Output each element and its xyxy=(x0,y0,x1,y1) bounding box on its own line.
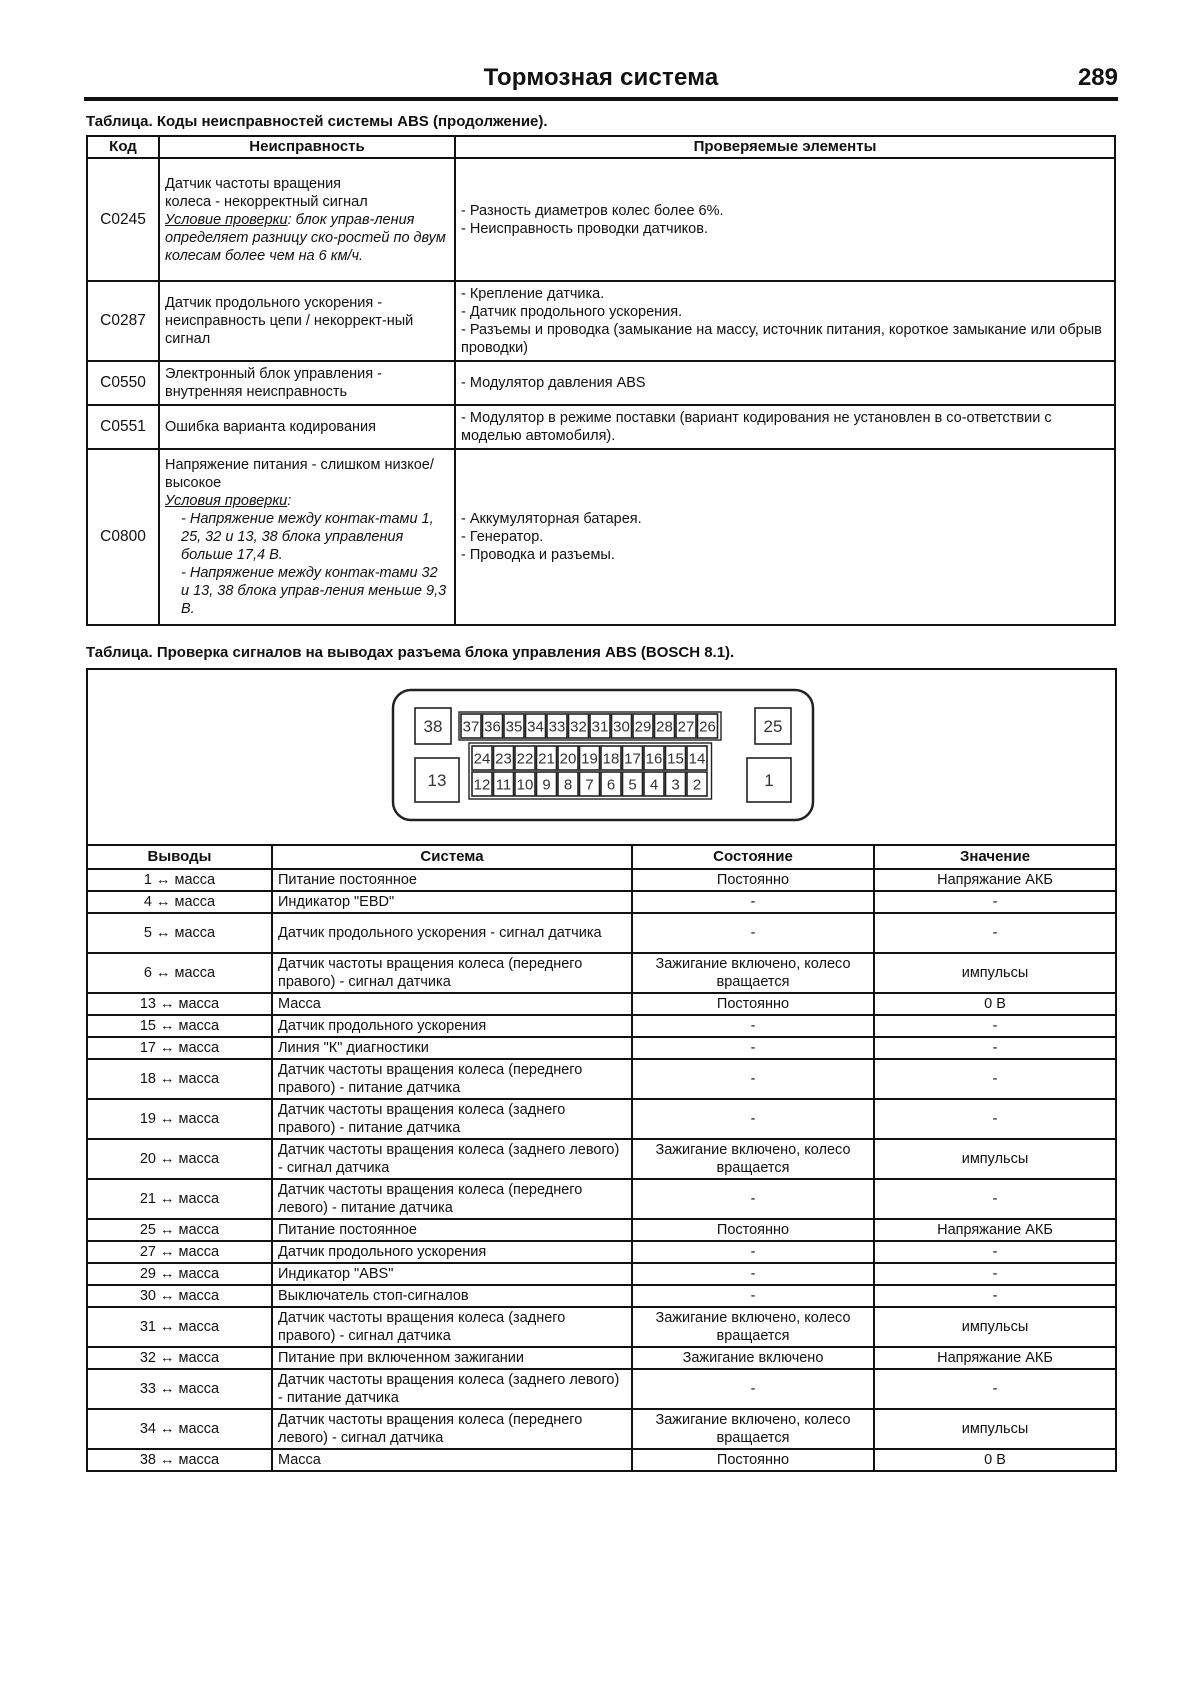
state-cell: Зажигание включено xyxy=(632,1347,874,1369)
state-cell: - xyxy=(632,1059,874,1099)
connector-pin-label: 20 xyxy=(559,750,577,768)
signals-table xyxy=(86,844,1117,1472)
condition-item: - Напряжение между контак-тами 32 и 13, 38 блока управ-ления меньше 9,3 В. xyxy=(181,565,447,617)
state-cell: - xyxy=(632,1241,874,1263)
pin-cell: 19 ↔ масса xyxy=(87,1099,272,1139)
state-cell: Зажигание включено, колесо вращается xyxy=(632,1307,874,1347)
signal-row xyxy=(87,891,1116,913)
signal-row xyxy=(87,1015,1116,1037)
connector-pin-label: 29 xyxy=(634,718,652,736)
fault-code: C0245 xyxy=(87,158,159,281)
system-cell: Датчик продольного ускорения - сигнал датчика xyxy=(272,913,632,953)
header-rule xyxy=(84,97,1118,101)
pin-cell: 32 ↔ масса xyxy=(87,1347,272,1369)
signal-row xyxy=(87,1059,1116,1099)
connector-pin-label: 22 xyxy=(516,750,534,768)
state-cell: - xyxy=(632,913,874,953)
state-cell: Постоянно xyxy=(632,993,874,1015)
column-header-state: Состояние xyxy=(632,845,874,869)
connector-pin-label: 4 xyxy=(649,776,659,794)
state-cell: - xyxy=(632,1037,874,1059)
pin-cell: 29 ↔ масса xyxy=(87,1263,272,1285)
value-cell: - xyxy=(874,1179,1116,1219)
connector-pin-label: 14 xyxy=(688,750,706,768)
condition-label: Условия проверки xyxy=(165,493,288,509)
fault-code: C0800 xyxy=(87,449,159,625)
value-cell: 0 В xyxy=(874,993,1116,1015)
value-cell: Напряжание АКБ xyxy=(874,1347,1116,1369)
state-cell: Постоянно xyxy=(632,1219,874,1241)
value-cell: - xyxy=(874,1015,1116,1037)
system-cell: Датчик частоты вращения колеса (переднего левого) - сигнал датчика xyxy=(272,1409,632,1449)
connector-pin-label: 19 xyxy=(581,750,598,768)
system-cell: Масса xyxy=(272,993,632,1015)
signal-row xyxy=(87,1347,1116,1369)
connector-pin-label: 34 xyxy=(527,718,544,736)
connector-pin-label: 24 xyxy=(473,750,491,768)
pin-cell: 20 ↔ масса xyxy=(87,1139,272,1179)
faults-table xyxy=(86,135,1116,626)
connector-pin-label: 30 xyxy=(613,718,630,736)
check-item: - Генератор. xyxy=(461,529,544,545)
column-header-system: Система xyxy=(272,845,632,869)
state-cell: - xyxy=(632,1179,874,1219)
connector-pin-label: 38 xyxy=(423,717,443,737)
connector-pin-label: 12 xyxy=(473,776,491,794)
value-cell: импульсы xyxy=(874,953,1116,993)
value-cell: Напряжание АКБ xyxy=(874,1219,1116,1241)
system-cell: Линия "К" диагностики xyxy=(272,1037,632,1059)
signal-row xyxy=(87,1241,1116,1263)
system-cell: Датчик частоты вращения колеса (заднего правого) - питание датчика xyxy=(272,1099,632,1139)
fault-row xyxy=(87,361,1115,405)
signal-row xyxy=(87,1219,1116,1241)
check-item: - Модулятор давления ABS xyxy=(461,375,646,391)
connector-pin-label: 2 xyxy=(692,776,702,794)
fault-row xyxy=(87,158,1115,281)
check-item: - Разность диаметров колес более 6%. xyxy=(461,202,724,219)
page-number: 289 xyxy=(1077,64,1118,91)
connector-diagram-box xyxy=(86,668,1117,846)
checked-elements xyxy=(455,158,1115,281)
signal-row xyxy=(87,869,1116,891)
signals-table-caption: Таблица. Проверка сигналов на выводах разъема блока управления ABS (BOSCH 8.1). xyxy=(86,644,735,661)
signal-row xyxy=(87,1139,1116,1179)
connector-pin-label: 16 xyxy=(645,750,663,768)
connector-diagram xyxy=(88,670,1115,846)
signal-row xyxy=(87,1285,1116,1307)
connector-pin-label: 31 xyxy=(591,718,609,736)
system-cell: Датчик продольного ускорения xyxy=(272,1015,632,1037)
value-cell: импульсы xyxy=(874,1409,1116,1449)
pin-cell: 25 ↔ масса xyxy=(87,1219,272,1241)
signal-row xyxy=(87,1409,1116,1449)
signals-table-header xyxy=(87,845,1116,869)
fault-row xyxy=(87,405,1115,449)
system-cell: Датчик частоты вращения колеса (переднего правого) - питание датчика xyxy=(272,1059,632,1099)
value-cell: - xyxy=(874,891,1116,913)
fault-row xyxy=(87,281,1115,361)
state-cell: - xyxy=(632,1369,874,1409)
state-cell: Постоянно xyxy=(632,869,874,891)
connector-pin-label: 23 xyxy=(495,750,512,768)
condition-colon: : xyxy=(287,493,292,509)
signal-row xyxy=(87,1179,1116,1219)
signal-row xyxy=(87,993,1116,1015)
state-cell: Зажигание включено, колесо вращается xyxy=(632,1409,874,1449)
pin-cell: 5 ↔ масса xyxy=(87,913,272,953)
connector-pin-label: 32 xyxy=(570,718,587,736)
system-cell: Индикатор "ABS" xyxy=(272,1263,632,1285)
pin-cell: 1 ↔ масса xyxy=(87,869,272,891)
value-cell: - xyxy=(874,1099,1116,1139)
pin-cell: 4 ↔ масса xyxy=(87,891,272,913)
connector-pin-label: 5 xyxy=(628,776,637,794)
connector-pin-label: 36 xyxy=(484,718,501,736)
state-cell: - xyxy=(632,1263,874,1285)
signal-row xyxy=(87,1307,1116,1347)
connector-pin-label: 25 xyxy=(763,717,783,737)
connector-pin-label: 18 xyxy=(602,750,620,768)
value-cell: - xyxy=(874,1241,1116,1263)
state-cell: - xyxy=(632,1099,874,1139)
value-cell: - xyxy=(874,1059,1116,1099)
connector-pin-label: 10 xyxy=(516,776,534,794)
connector-pin-label: 33 xyxy=(548,718,566,736)
connector-pin-label: 11 xyxy=(495,776,512,794)
fault-row xyxy=(87,449,1115,625)
connector-pin-label: 7 xyxy=(585,776,594,794)
connector-pin-label: 28 xyxy=(656,718,673,736)
column-header-checks: Проверяемые элементы xyxy=(455,136,1115,158)
state-cell: - xyxy=(632,1015,874,1037)
state-cell: - xyxy=(632,1285,874,1307)
value-cell: - xyxy=(874,1037,1116,1059)
system-cell: Датчик частоты вращения колеса (заднего левого) - сигнал датчика xyxy=(272,1139,632,1179)
condition-item: - Напряжение между контак-тами 1, 25, 32 и 13, 38 блока управления больше 17,4 В. xyxy=(181,511,434,563)
page-title: Тормозная система xyxy=(483,64,719,91)
connector-pin-label: 1 xyxy=(764,771,774,791)
connector-pin-label: 37 xyxy=(462,718,480,736)
connector-pin-label: 35 xyxy=(505,718,523,736)
signal-row xyxy=(87,1449,1116,1471)
system-cell: Датчик частоты вращения колеса (переднего правого) - сигнал датчика xyxy=(272,953,632,993)
signal-row xyxy=(87,1263,1116,1285)
column-header-pins: Выводы xyxy=(87,845,272,869)
system-cell: Датчик продольного ускорения xyxy=(272,1241,632,1263)
fault-code: C0287 xyxy=(87,281,159,361)
connector-pin-label: 6 xyxy=(606,776,616,794)
column-header-value: Значение xyxy=(874,845,1116,869)
fault-text: Напряжение питания - слишком низкое/высокое xyxy=(165,457,434,491)
check-item: - Датчик продольного ускорения. xyxy=(461,304,683,320)
pin-cell: 21 ↔ масса xyxy=(87,1179,272,1219)
pin-cell: 34 ↔ масса xyxy=(87,1409,272,1449)
state-cell: Зажигание включено, колесо вращается xyxy=(632,953,874,993)
check-item: - Аккумуляторная батарея. xyxy=(461,511,642,527)
value-cell: - xyxy=(874,1369,1116,1409)
faults-table-caption: Таблица. Коды неисправностей системы ABS (продолжение). xyxy=(86,113,548,130)
connector-pin-label: 8 xyxy=(563,776,573,794)
value-cell: - xyxy=(874,913,1116,953)
check-item: - Крепление датчика. xyxy=(461,286,605,302)
system-cell: Питание постоянное xyxy=(272,869,632,891)
connector-pin-label: 3 xyxy=(671,776,680,794)
value-cell: Напряжание АКБ xyxy=(874,869,1116,891)
system-cell: Индикатор "EBD" xyxy=(272,891,632,913)
pin-cell: 33 ↔ масса xyxy=(87,1369,272,1409)
connector-pin-label: 15 xyxy=(667,750,684,768)
signal-row xyxy=(87,1037,1116,1059)
connector-pin-label: 21 xyxy=(538,750,555,768)
fault-text-line: Датчик частоты вращения xyxy=(165,175,342,192)
value-cell: импульсы xyxy=(874,1307,1116,1347)
pin-cell: 27 ↔ масса xyxy=(87,1241,272,1263)
system-cell: Питание постоянное xyxy=(272,1219,632,1241)
fault-code: C0551 xyxy=(87,405,159,449)
state-cell: - xyxy=(632,891,874,913)
checked-elements xyxy=(455,281,1115,361)
check-item: - Разъемы и проводка (замыкание на массу, источник питания, короткое замыкание или обрыв проводки) xyxy=(461,322,1102,356)
check-item: - Модулятор в режиме поставки (вариант кодирования не установлен в со-ответствии с моделью автомобиля). xyxy=(461,410,1052,444)
signal-row xyxy=(87,1099,1116,1139)
system-cell: Выключатель стоп-сигналов xyxy=(272,1285,632,1307)
value-cell: импульсы xyxy=(874,1139,1116,1179)
column-header-fault: Неисправность xyxy=(159,136,455,158)
system-cell: Датчик частоты вращения колеса (заднего правого) - сигнал датчика xyxy=(272,1307,632,1347)
connector-pin-label: 17 xyxy=(624,750,641,768)
fault-text-line: колеса - некорректный сигнал xyxy=(165,193,368,210)
pin-cell: 15 ↔ масса xyxy=(87,1015,272,1037)
state-cell: Зажигание включено, колесо вращается xyxy=(632,1139,874,1179)
connector-pin-label: 26 xyxy=(699,718,716,736)
condition-label: Условие проверки xyxy=(165,211,288,228)
check-item: - Неисправность проводки датчиков. xyxy=(461,220,708,237)
fault-description: Электронный блок управления - внутренняя неисправность xyxy=(159,361,455,405)
fault-description: Ошибка варианта кодирования xyxy=(159,405,455,449)
system-cell: Масса xyxy=(272,1449,632,1471)
pin-cell: 30 ↔ масса xyxy=(87,1285,272,1307)
pin-cell: 18 ↔ масса xyxy=(87,1059,272,1099)
fault-description xyxy=(159,158,455,281)
signal-row xyxy=(87,913,1116,953)
fault-description xyxy=(159,449,455,625)
pin-cell: 6 ↔ масса xyxy=(87,953,272,993)
pin-cell: 31 ↔ масса xyxy=(87,1307,272,1347)
pin-cell: 17 ↔ масса xyxy=(87,1037,272,1059)
signal-row xyxy=(87,1369,1116,1409)
checked-elements xyxy=(455,361,1115,405)
condition-text: : блок управ-ления определяет разницу ско-ростей по двум колесам более чем на 6 км/ч. xyxy=(165,211,446,264)
system-cell: Датчик частоты вращения колеса (заднего левого) - питание датчика xyxy=(272,1369,632,1409)
pin-cell: 13 ↔ масса xyxy=(87,993,272,1015)
connector-pin-label: 9 xyxy=(542,776,551,794)
fault-description: Датчик продольного ускорения - неисправность цепи / некоррект-ный сигнал xyxy=(159,281,455,361)
connector-pin-label: 27 xyxy=(677,718,695,736)
checked-elements xyxy=(455,449,1115,625)
state-cell: Постоянно xyxy=(632,1449,874,1471)
check-item: - Проводка и разъемы. xyxy=(461,547,615,563)
value-cell: 0 В xyxy=(874,1449,1116,1471)
value-cell: - xyxy=(874,1285,1116,1307)
checked-elements xyxy=(455,405,1115,449)
signal-row xyxy=(87,953,1116,993)
system-cell: Датчик частоты вращения колеса (переднего левого) - питание датчика xyxy=(272,1179,632,1219)
faults-table-header xyxy=(87,136,1115,158)
system-cell: Питание при включенном зажигании xyxy=(272,1347,632,1369)
column-header-code: Код xyxy=(87,136,159,158)
value-cell: - xyxy=(874,1263,1116,1285)
fault-code: C0550 xyxy=(87,361,159,405)
pin-cell: 38 ↔ масса xyxy=(87,1449,272,1471)
connector-pin-label: 13 xyxy=(427,771,447,791)
